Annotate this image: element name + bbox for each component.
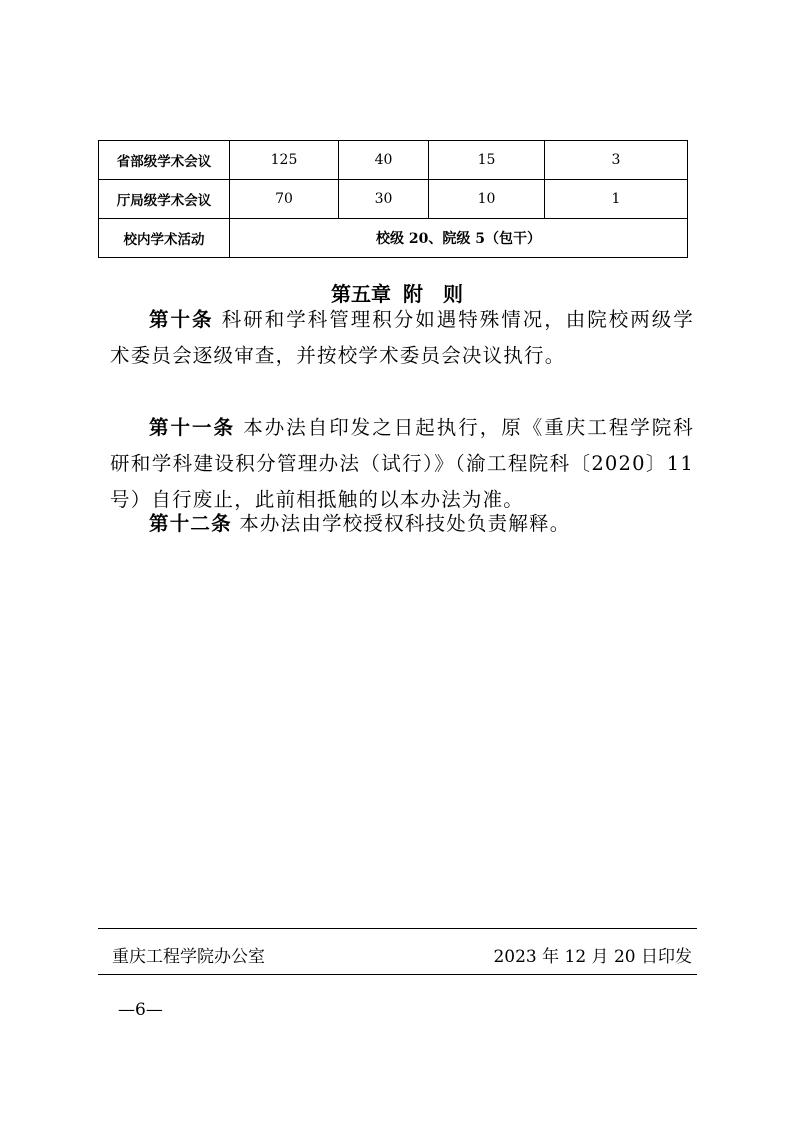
article-12 (110, 506, 694, 542)
table-cell: 40 (339, 141, 429, 180)
footer-date: 2023 年 12 月 20 日印发 (493, 947, 692, 967)
footer-issuer: 重庆工程学院办公室 (112, 947, 265, 967)
row-label: 省部级学术会议 (99, 141, 230, 180)
article-lead: 第十二条 (149, 512, 232, 535)
article-text: 本办法自印发之日起执行，原《重庆工程学院科研和学科建设积分管理办法（试行）》（渝工程院科〔2020〕11号）自行废止，此前相抵触的以本办法为准。 (110, 416, 694, 511)
table-cell: 3 (545, 141, 688, 180)
table-cell: 10 (429, 180, 545, 219)
article-text: 科研和学科管理积分如遇特殊情况，由院校两级学术委员会逐级审查，并按校学术委员会决议执行。 (110, 308, 694, 367)
footer-bottom-rule (98, 974, 697, 975)
merged-cell: 校级 20、院级 5（包干） (230, 219, 688, 258)
score-table (98, 140, 688, 258)
page-number: —6— (118, 1000, 163, 1020)
footer (112, 942, 692, 967)
article-11 (110, 410, 694, 518)
table-cell: 125 (230, 141, 339, 180)
table-cell: 70 (230, 180, 339, 219)
footer-top-rule (98, 928, 697, 929)
article-lead: 第十一条 (149, 416, 236, 439)
table-row (99, 219, 688, 258)
article-10 (110, 302, 694, 374)
chapter-title: 第五章 (331, 282, 391, 306)
table-cell: 1 (545, 180, 688, 219)
table-row (99, 180, 688, 219)
article-text: 本办法由学校授权科技处负责解释。 (239, 512, 571, 535)
table-row (99, 141, 688, 180)
article-lead: 第十条 (149, 308, 214, 331)
table-cell: 30 (339, 180, 429, 219)
chapter-subtitle: 附 则 (403, 282, 463, 306)
row-label: 校内学术活动 (99, 219, 230, 258)
table-cell: 15 (429, 141, 545, 180)
row-label: 厅局级学术会议 (99, 180, 230, 219)
